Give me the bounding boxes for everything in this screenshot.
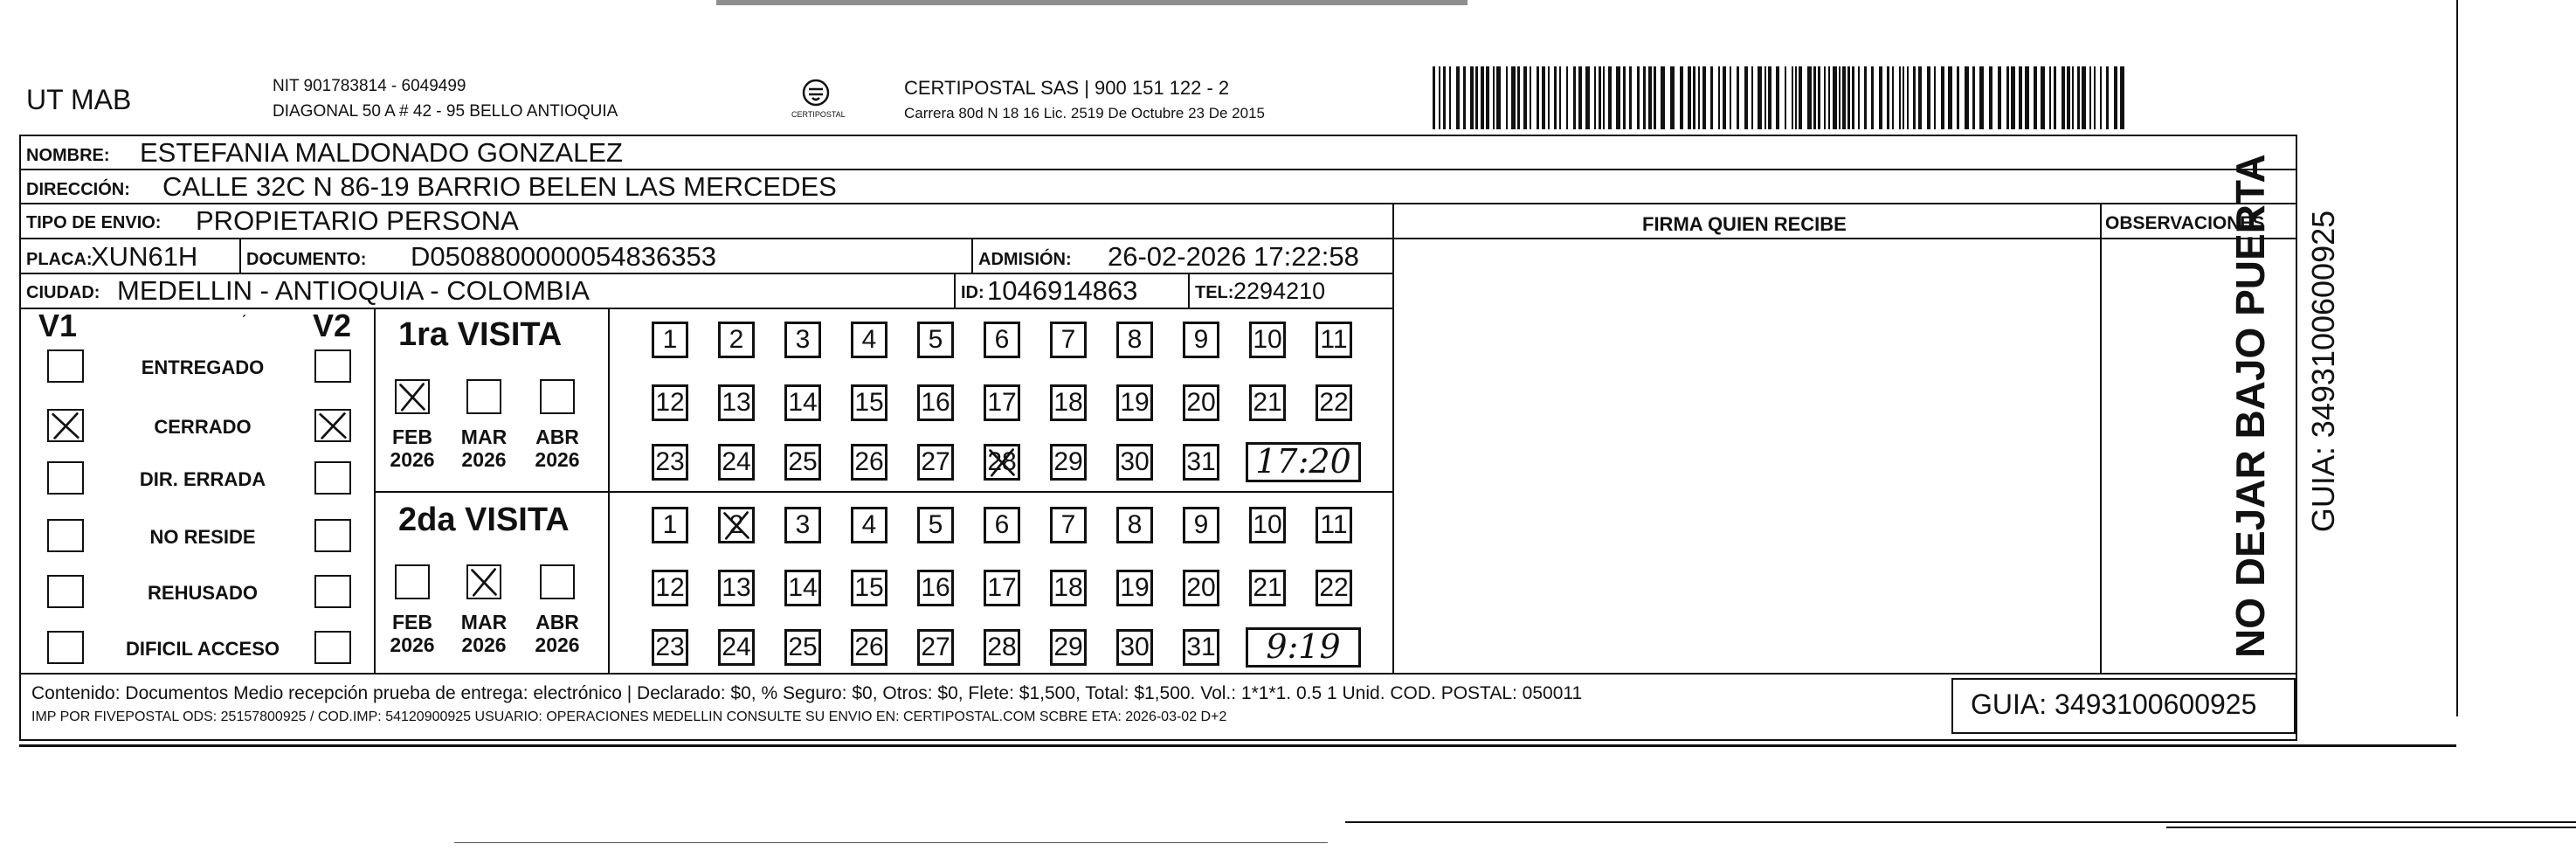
barcode-bar bbox=[1616, 66, 1620, 129]
month-label: ABR bbox=[535, 611, 579, 633]
barcode-bar bbox=[1927, 66, 1930, 129]
barcode-bar bbox=[1537, 66, 1539, 129]
status-v2-checkbox[interactable] bbox=[314, 409, 351, 442]
admision-divider bbox=[971, 238, 973, 273]
barcode-bar bbox=[2100, 66, 2102, 129]
barcode-bar bbox=[1913, 66, 1916, 129]
barcode-bar bbox=[1965, 66, 1969, 129]
barcode-bar bbox=[1858, 66, 1860, 129]
barcode-bar bbox=[1443, 66, 1446, 129]
day-box[interactable]: 9 bbox=[1183, 507, 1219, 543]
day-box[interactable]: 27 bbox=[917, 629, 954, 666]
month-label: FEB bbox=[392, 611, 432, 633]
row-divider-5 bbox=[19, 308, 1394, 309]
company-license: Carrera 80d N 18 16 Lic. 2519 De Octubre 23 De 2015 bbox=[904, 105, 1265, 121]
day-box[interactable]: 5 bbox=[917, 507, 954, 543]
barcode-bar bbox=[1934, 66, 1936, 129]
day-box[interactable]: 20 bbox=[1183, 384, 1219, 421]
v1-label: V1 bbox=[38, 308, 78, 343]
day-box[interactable]: 19 bbox=[1116, 570, 1153, 606]
barcode-bar bbox=[2120, 66, 2124, 129]
barcode-bar bbox=[1511, 66, 1516, 129]
barcode-bar bbox=[1879, 66, 1882, 129]
barcode-bar bbox=[1470, 66, 1474, 129]
v1-tick: ˊ bbox=[241, 313, 247, 332]
barcode-bar bbox=[2025, 66, 2029, 129]
form-left-border bbox=[19, 135, 21, 741]
barcode-bar bbox=[1887, 66, 1889, 129]
day-box[interactable]: 13 bbox=[718, 570, 755, 606]
barcode-bar bbox=[2011, 66, 2015, 129]
documento-label: DOCUMENTO: bbox=[246, 250, 367, 269]
barcode-bar bbox=[1475, 66, 1478, 129]
day-box[interactable]: 1 bbox=[652, 507, 688, 543]
barcode-bar bbox=[1751, 66, 1753, 129]
day-box[interactable]: 7 bbox=[1050, 322, 1087, 358]
day-box[interactable]: 23 bbox=[652, 629, 688, 666]
sender-nit: NIT 901783814 - 6049499 bbox=[273, 77, 466, 95]
status-v2-checkbox[interactable] bbox=[314, 461, 351, 495]
barcode-bar bbox=[1828, 66, 1830, 129]
barcode-bar bbox=[2054, 66, 2056, 129]
month-label: MAR bbox=[460, 611, 508, 633]
observaciones-label: OBSERVACIONES bbox=[2105, 213, 2265, 233]
day-box[interactable]: 15 bbox=[851, 570, 887, 606]
row-divider-2 bbox=[19, 203, 2297, 204]
status-label: CERRADO bbox=[154, 416, 252, 438]
ciudad-value: MEDELLIN - ANTIOQUIA - COLOMBIA bbox=[117, 275, 590, 306]
barcode-bar bbox=[1907, 66, 1909, 129]
barcode-bar bbox=[1758, 66, 1762, 129]
barcode-bar bbox=[1506, 66, 1508, 129]
barcode-bar bbox=[1585, 66, 1590, 129]
barcode-bar bbox=[1523, 66, 1527, 129]
status-v1-checkbox[interactable] bbox=[47, 349, 84, 383]
day-box[interactable]: 24 bbox=[718, 444, 755, 481]
barcode-bar bbox=[1918, 66, 1922, 129]
barcode-bar bbox=[1795, 66, 1797, 129]
sender-name: UT MAB bbox=[26, 84, 132, 115]
tipo-label: TIPO DE ENVIO: bbox=[26, 213, 162, 232]
form-right-border bbox=[2296, 135, 2297, 741]
day-box[interactable]: 11 bbox=[1316, 322, 1352, 358]
nombre-value: ESTEFANIA MALDONADO GONZALEZ bbox=[140, 137, 623, 168]
barcode-bar bbox=[1648, 66, 1652, 129]
day-box[interactable]: 17 bbox=[984, 384, 1020, 421]
day-box[interactable]: 16 bbox=[917, 384, 954, 421]
barcode-bar bbox=[1813, 66, 1816, 129]
barcode-bar bbox=[1818, 66, 1820, 129]
barcode-bar bbox=[1637, 66, 1640, 129]
barcode-bar bbox=[1594, 66, 1596, 129]
status-label: ENTREGADO bbox=[141, 356, 265, 378]
form-bottom-border bbox=[19, 739, 2297, 741]
status-label: NO RESIDE bbox=[149, 526, 256, 548]
barcode-bar bbox=[1449, 66, 1451, 129]
visit-time: 9:19 bbox=[1266, 627, 1341, 666]
day-box[interactable]: 21 bbox=[1249, 570, 1286, 606]
year-label: 2026 bbox=[535, 633, 580, 656]
barcode-bar bbox=[1517, 66, 1520, 129]
barcode-bar bbox=[1723, 66, 1726, 129]
barcode-bar bbox=[1486, 66, 1489, 129]
visit-days-divider bbox=[608, 308, 610, 673]
day-box[interactable]: 22 bbox=[1316, 384, 1352, 421]
year-label: 2026 bbox=[535, 448, 580, 471]
day-box[interactable]: 17 bbox=[984, 570, 1020, 606]
day-box[interactable]: 26 bbox=[851, 629, 887, 666]
barcode bbox=[1433, 66, 2131, 129]
direccion-label: DIRECCIÓN: bbox=[26, 180, 130, 199]
day-box[interactable]: 30 bbox=[1116, 629, 1153, 666]
barcode-bar bbox=[1899, 66, 1901, 129]
year-label: 2026 bbox=[390, 633, 435, 656]
day-box[interactable]: 15 bbox=[851, 384, 887, 421]
id-value: 1046914863 bbox=[987, 275, 1138, 306]
barcode-bar bbox=[1693, 66, 1695, 129]
day-box[interactable]: 14 bbox=[784, 384, 821, 421]
day-box[interactable]: 10 bbox=[1249, 507, 1286, 543]
barcode-bar bbox=[2077, 66, 2080, 129]
visit-split-line bbox=[374, 491, 1394, 493]
barcode-bar bbox=[1998, 66, 2001, 129]
scan-artifact-bottom-2 bbox=[2166, 827, 2576, 828]
barcode-bar bbox=[1948, 66, 1952, 129]
barcode-bar bbox=[1979, 66, 1984, 129]
month-checkbox[interactable] bbox=[540, 564, 575, 599]
day-box[interactable]: 23 bbox=[652, 444, 688, 481]
status-v2-checkbox[interactable] bbox=[314, 575, 351, 608]
barcode-bar bbox=[1776, 66, 1779, 129]
day-box[interactable]: 18 bbox=[1050, 570, 1087, 606]
barcode-bar bbox=[1433, 66, 1435, 129]
barcode-bar bbox=[1871, 66, 1874, 129]
month-checkbox[interactable] bbox=[466, 564, 501, 599]
day-box[interactable]: 25 bbox=[784, 444, 821, 481]
barcode-bar bbox=[1566, 66, 1568, 129]
admision-value: 26-02-2026 17:22:58 bbox=[1108, 241, 1359, 272]
day-box[interactable]: 20 bbox=[1183, 570, 1219, 606]
v2-label: V2 bbox=[313, 308, 352, 343]
scan-artifact-bottom-1 bbox=[1345, 821, 2576, 823]
logo-text: CERTIPOSTAL bbox=[791, 110, 846, 119]
visit-time: 17:20 bbox=[1255, 442, 1351, 481]
guia-box-text: GUIA: 3493100600925 bbox=[1971, 688, 2257, 720]
ciudad-label: CIUDAD: bbox=[26, 283, 100, 302]
status-v1-checkbox[interactable] bbox=[47, 575, 84, 608]
barcode-bar bbox=[2041, 66, 2045, 129]
form-bottom-shadow bbox=[19, 744, 2456, 747]
barcode-bar bbox=[1643, 66, 1646, 129]
status-v1-checkbox[interactable] bbox=[47, 409, 84, 442]
id-label: ID: bbox=[961, 283, 984, 302]
barcode-bar bbox=[2061, 66, 2065, 129]
status-v2-checkbox[interactable] bbox=[314, 519, 351, 552]
barcode-bar bbox=[1833, 66, 1837, 129]
status-label: DIR. ERRADA bbox=[139, 468, 266, 490]
day-box[interactable]: 27 bbox=[917, 444, 954, 481]
barcode-bar bbox=[1744, 66, 1748, 129]
barcode-bar bbox=[1718, 66, 1720, 129]
barcode-bar bbox=[1559, 66, 1561, 129]
barcode-bar bbox=[1824, 66, 1826, 129]
visit-title: 1ra VISITA bbox=[398, 316, 563, 353]
day-box[interactable]: 12 bbox=[652, 570, 688, 606]
id-divider bbox=[954, 273, 956, 308]
status-label: DIFICIL ACCESO bbox=[125, 638, 280, 660]
month-checkbox[interactable] bbox=[395, 564, 430, 599]
year-label: 2026 bbox=[461, 633, 507, 656]
day-box[interactable]: 31 bbox=[1183, 629, 1219, 666]
day-box[interactable]: 3 bbox=[784, 322, 821, 358]
barcode-bar bbox=[1972, 66, 1975, 129]
barcode-bar bbox=[1654, 66, 1656, 129]
barcode-bar bbox=[2006, 66, 2009, 129]
day-box[interactable]: 6 bbox=[984, 507, 1020, 543]
month-label: MAR bbox=[460, 426, 508, 448]
scan-artifact-top bbox=[716, 0, 1468, 5]
day-box[interactable]: 4 bbox=[851, 322, 887, 358]
day-box[interactable]: 3 bbox=[784, 507, 821, 543]
day-box[interactable]: 29 bbox=[1050, 444, 1087, 481]
barcode-bar bbox=[1623, 66, 1626, 129]
day-box[interactable]: 7 bbox=[1050, 507, 1087, 543]
day-box[interactable]: 28 bbox=[984, 444, 1020, 481]
day-box[interactable]: 19 bbox=[1116, 384, 1153, 421]
status-v2-checkbox[interactable] bbox=[314, 349, 351, 383]
day-box[interactable]: 12 bbox=[652, 384, 688, 421]
day-box[interactable]: 6 bbox=[984, 322, 1020, 358]
status-v2-checkbox[interactable] bbox=[314, 631, 351, 664]
month-label: ABR bbox=[535, 426, 579, 448]
day-box[interactable]: 9 bbox=[1183, 322, 1219, 358]
status-divider bbox=[374, 308, 376, 673]
tipo-value: PROPIETARIO PERSONA bbox=[196, 205, 519, 236]
day-box[interactable]: 13 bbox=[718, 384, 755, 421]
barcode-bar bbox=[1548, 66, 1550, 129]
firma-label: FIRMA QUIEN RECIBE bbox=[1642, 213, 1847, 235]
day-box[interactable]: 8 bbox=[1116, 507, 1153, 543]
day-box[interactable]: 29 bbox=[1050, 629, 1087, 666]
day-box[interactable]: 24 bbox=[718, 629, 755, 666]
barcode-bar bbox=[1842, 66, 1846, 129]
scan-edge-right bbox=[2456, 0, 2458, 716]
barcode-bar bbox=[1661, 66, 1665, 129]
barcode-bar bbox=[2067, 66, 2070, 129]
month-label: FEB bbox=[392, 426, 432, 448]
barcode-bar bbox=[1737, 66, 1739, 129]
barcode-bar bbox=[1768, 66, 1771, 129]
firma-area[interactable] bbox=[1394, 239, 2100, 673]
barcode-bar bbox=[1730, 66, 1731, 129]
day-box[interactable]: 28 bbox=[984, 629, 1020, 666]
status-v1-checkbox[interactable] bbox=[47, 519, 84, 552]
barcode-bar bbox=[1702, 66, 1706, 129]
footer-contenido: Contenido: Documentos Medio recepción prueba de entrega: electrónico | Declarado: $0, % Seguro: $0, Otros: $0, Flete: $1,500, Total: $1,500. Vol.: 1*1*1. 0.5 1 Unid. COD. POSTAL: 050011 bbox=[31, 683, 1583, 703]
barcode-bar bbox=[1496, 66, 1501, 129]
barcode-bar bbox=[2114, 66, 2117, 129]
day-box[interactable]: 18 bbox=[1050, 384, 1087, 421]
day-box[interactable]: 2 bbox=[718, 322, 755, 358]
day-box[interactable]: 11 bbox=[1316, 507, 1352, 543]
day-box[interactable]: 31 bbox=[1183, 444, 1219, 481]
admision-label: ADMISIÓN: bbox=[978, 250, 1072, 269]
barcode-bar bbox=[1799, 66, 1802, 129]
tel-value: 2294210 bbox=[1233, 278, 1326, 304]
barcode-bar bbox=[1481, 66, 1484, 129]
barcode-bar bbox=[2034, 66, 2037, 129]
barcode-bar bbox=[1670, 66, 1675, 129]
month-checkbox[interactable] bbox=[395, 379, 430, 414]
barcode-bar bbox=[1941, 66, 1944, 129]
day-box[interactable]: 8 bbox=[1116, 322, 1153, 358]
barcode-bar bbox=[1603, 66, 1605, 129]
barcode-bar bbox=[1493, 66, 1495, 129]
day-box[interactable]: 22 bbox=[1316, 570, 1352, 606]
barcode-bar bbox=[1847, 66, 1850, 129]
barcode-bar bbox=[2072, 66, 2074, 129]
status-v1-checkbox[interactable] bbox=[47, 631, 84, 664]
barcode-bar bbox=[1989, 66, 1992, 129]
footer-top-line bbox=[19, 673, 2297, 675]
day-box[interactable]: 4 bbox=[851, 507, 887, 543]
footer-impresion: IMP POR FIVEPOSTAL ODS: 25157800925 / COD.IMP: 54120900925 USUARIO: OPERACIONES MEDELLIN CONSULTE SU ENVIO EN: CERTIPOSTAL.COM SCBRE ETA: 2026-03-02 D+2 bbox=[31, 709, 1227, 724]
sender-address: DIAGONAL 50 A # 42 - 95 BELLO ANTIOQUIA bbox=[273, 102, 618, 121]
company-name: CERTIPOSTAL SAS | 900 151 122 - 2 bbox=[904, 77, 1230, 99]
day-box[interactable]: 1 bbox=[652, 322, 688, 358]
documento-value: D0508800000054836353 bbox=[411, 241, 716, 272]
barcode-bar bbox=[1578, 66, 1582, 129]
barcode-bar bbox=[2089, 66, 2091, 129]
barcode-bar bbox=[1807, 66, 1812, 129]
barcode-bar bbox=[1957, 66, 1959, 129]
month-checkbox[interactable] bbox=[466, 379, 501, 414]
barcode-bar bbox=[1463, 66, 1466, 129]
barcode-bar bbox=[1608, 66, 1612, 129]
barcode-bar bbox=[1554, 66, 1557, 129]
barcode-bar bbox=[1573, 66, 1576, 129]
day-box[interactable]: 26 bbox=[851, 444, 887, 481]
barcode-bar bbox=[1599, 66, 1601, 129]
day-box[interactable]: 10 bbox=[1249, 322, 1286, 358]
barcode-bar bbox=[1765, 66, 1766, 129]
scan-artifact-bottom-3 bbox=[454, 842, 1328, 843]
day-box[interactable]: 2 bbox=[718, 507, 755, 543]
day-box[interactable]: 21 bbox=[1249, 384, 1286, 421]
side-guia: GUIA: 3493100600925 bbox=[2305, 210, 2341, 533]
day-box[interactable]: 25 bbox=[784, 629, 821, 666]
barcode-bar bbox=[1629, 66, 1632, 129]
barcode-bar bbox=[1903, 66, 1904, 129]
barcode-bar bbox=[1688, 66, 1691, 129]
barcode-bar bbox=[1839, 66, 1840, 129]
barcode-bar bbox=[1785, 66, 1786, 129]
day-box[interactable]: 30 bbox=[1116, 444, 1153, 481]
tel-divider bbox=[1188, 273, 1190, 308]
visit-title: 2da VISITA bbox=[398, 502, 570, 538]
nombre-label: NOMBRE: bbox=[26, 146, 110, 165]
barcode-bar bbox=[1852, 66, 1854, 129]
month-checkbox[interactable] bbox=[540, 379, 575, 414]
certipostal-logo bbox=[786, 77, 846, 122]
barcode-bar bbox=[1439, 66, 1440, 129]
barcode-bar bbox=[1892, 66, 1894, 129]
barcode-bar bbox=[1530, 66, 1531, 129]
barcode-bar bbox=[2094, 66, 2096, 129]
barcode-bar bbox=[1456, 66, 1460, 129]
day-box[interactable]: 14 bbox=[784, 570, 821, 606]
placa-divider bbox=[239, 238, 241, 273]
barcode-bar bbox=[2049, 66, 2051, 129]
direccion-value: CALLE 32C N 86-19 BARRIO BELEN LAS MERCEDES bbox=[162, 171, 837, 202]
year-label: 2026 bbox=[390, 448, 435, 471]
barcode-bar bbox=[1680, 66, 1683, 129]
no-dejar-bajo-puerta: NO DEJAR BAJO PUERTA bbox=[2227, 154, 2273, 658]
placa-value: XUN61H bbox=[91, 241, 198, 272]
barcode-bar bbox=[2019, 66, 2022, 129]
form-top-border bbox=[19, 135, 2297, 136]
barcode-bar bbox=[1864, 66, 1867, 129]
day-box[interactable]: 16 bbox=[917, 570, 954, 606]
barcode-bar bbox=[1710, 66, 1713, 129]
year-label: 2026 bbox=[461, 448, 507, 471]
day-box[interactable]: 5 bbox=[917, 322, 954, 358]
placa-label: PLACA: bbox=[26, 250, 93, 269]
status-label: REHUSADO bbox=[148, 582, 258, 604]
status-v1-checkbox[interactable] bbox=[47, 461, 84, 495]
barcode-bar bbox=[1698, 66, 1700, 129]
row-divider-1 bbox=[19, 169, 2297, 170]
barcode-bar bbox=[2082, 66, 2086, 129]
barcode-bar bbox=[2106, 66, 2109, 129]
barcode-bar bbox=[1792, 66, 1793, 129]
tel-label: TEL: bbox=[1195, 283, 1234, 302]
barcode-bar bbox=[1542, 66, 1545, 129]
